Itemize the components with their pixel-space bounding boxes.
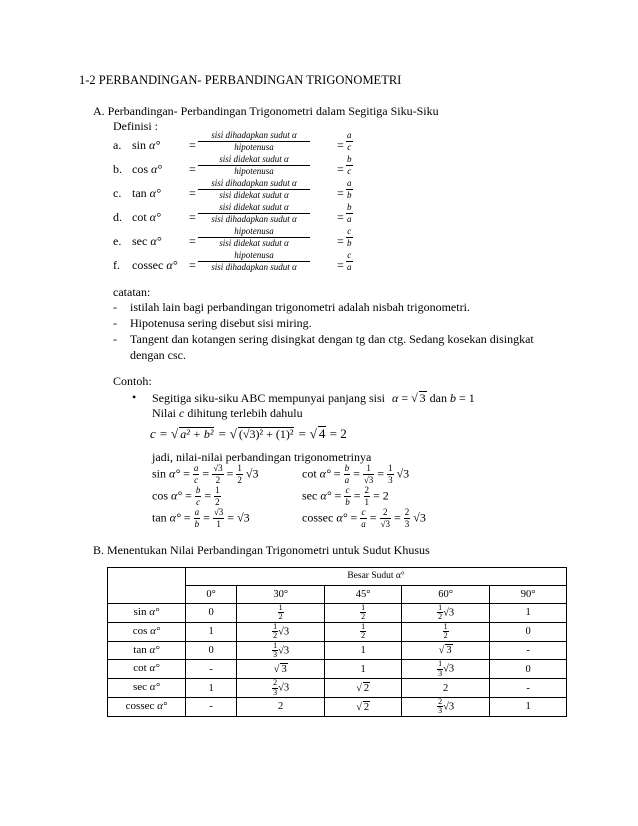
example-tan: tan α° = $\frac{a}{b}$ = $\frac{√3}{1}$ = √3: [152, 507, 250, 529]
table-cell: 1: [325, 660, 402, 679]
definition-ratio: $\frac{c}{a}$: [347, 250, 352, 272]
table-cell: √ 2: [325, 679, 402, 698]
equals-sign: =: [337, 162, 344, 176]
table-group-header: Besar Sudut α°: [186, 568, 567, 586]
table-cell: $\frac{1}{2}$: [325, 622, 402, 641]
special-angles-table: [107, 567, 567, 717]
table-cell: $\frac{1}{2}$: [325, 604, 402, 623]
definition-fraction: $\frac{\text{hipotenusa}}{\text{sisi dihadapkan sudut α}}$: [198, 251, 310, 272]
definition-function: sin α°: [132, 138, 161, 152]
definition-fraction: $\frac{\text{sisi didekat sudut α}}{\text{sisi dihadapkan sudut α}}$: [198, 203, 310, 224]
table-cell: 0: [186, 604, 237, 623]
angle-header: 30°: [237, 586, 325, 604]
table-cell: $\frac{1}{2}$: [402, 622, 490, 641]
angle-header: 45°: [325, 586, 402, 604]
definition-fraction: $\frac{\text{sisi dihadapkan sudut α}}{\text{sisi didekat sudut α}}$: [198, 179, 310, 200]
definition-label: a.: [113, 138, 122, 152]
note-dash: -: [113, 332, 117, 346]
definition-label: c.: [113, 186, 122, 200]
row-function: sec α°: [108, 679, 186, 698]
equals-sign: =: [189, 162, 196, 176]
definition-label: d.: [113, 210, 122, 224]
page-title: 1-2 PERBANDINGAN- PERBANDINGAN TRIGONOMETRI: [79, 73, 402, 87]
definition-function: sec α°: [132, 234, 162, 248]
row-function: sin α°: [108, 604, 186, 623]
table-cell: √ 3: [237, 660, 325, 679]
note-dash: -: [113, 316, 117, 330]
definition-ratio: $\frac{b}{c}$: [347, 154, 352, 176]
table-cell: 1: [325, 641, 402, 660]
table-cell: 2: [237, 697, 325, 716]
note-dash: -: [113, 300, 117, 314]
note-2: Hipotenusa sering disebut sisi miring.: [130, 316, 312, 330]
definition-function: cossec α°: [132, 258, 178, 272]
example-line1-text: Segitiga siku-siku ABC mempunyai panjang sisi: [152, 391, 385, 405]
note-1: istilah lain bagi perbandingan trigonometri adalah nisbah trigonometri.: [130, 300, 470, 314]
definition-fraction: $\frac{\text{sisi didekat sudut α}}{\text{hipotenusa}}$: [198, 155, 310, 176]
equals-sign: =: [189, 210, 196, 224]
example-sin: sin α° = $\frac{a}{c}$ = $\frac{√3}{2}$ = $\frac{1}{2}$ √3: [152, 463, 259, 485]
table-row: [108, 679, 567, 698]
table-cell: 1: [186, 679, 237, 698]
equals-sign: =: [337, 234, 344, 248]
equals-sign: =: [189, 234, 196, 248]
table-row: [108, 641, 567, 660]
note-3: Tangent dan kotangen sering disingkat dengan tg dan ctg. Sedang kosekan disingkat: [130, 332, 534, 346]
equals-sign: =: [189, 186, 196, 200]
table-row: [108, 604, 567, 623]
table-row: [108, 660, 567, 679]
row-function: cossec α°: [108, 697, 186, 716]
equals-sign: =: [337, 210, 344, 224]
definition-function: cot α°: [132, 210, 161, 224]
table-cell: 1: [490, 604, 567, 623]
section-a-heading: A. Perbandingan- Perbandingan Trigonometri dalam Segitiga Siku-Siku: [93, 104, 439, 118]
contoh-label: Contoh:: [113, 374, 152, 388]
table-row: [108, 697, 567, 716]
table-cell: 0: [186, 641, 237, 660]
definition-fraction: $\frac{\text{hipotenusa}}{\text{sisi didekat sudut α}}$: [198, 227, 310, 248]
table-cell: -: [186, 660, 237, 679]
equals-sign: =: [337, 258, 344, 272]
table-cell: $\frac{1}{3}$ √3: [402, 660, 490, 679]
table-cell: 1: [186, 622, 237, 641]
table-cell: 1: [490, 697, 567, 716]
definition-ratio: $\frac{a}{b}$: [347, 178, 352, 200]
definition-fraction: $\frac{\text{sisi dihadapkan sudut α}}{\text{hipotenusa}}$: [198, 131, 310, 152]
table-cell: 2: [402, 679, 490, 698]
example-cossec: cossec α° = $\frac{c}{a}$ = $\frac{2}{√3}$ = $\frac{2}{3}$ √3: [302, 507, 426, 529]
definition-label: e.: [113, 234, 122, 248]
equals-sign: =: [189, 138, 196, 152]
table-cell: $\frac{1}{2}$ √3: [237, 622, 325, 641]
example-line2: Nilai c dihitung terlebih dahulu: [152, 406, 303, 420]
table-cell: $\frac{1}{2}$ √3: [402, 604, 490, 623]
definition-label: b.: [113, 162, 122, 176]
bullet: •: [132, 390, 137, 404]
catatan-label: catatan:: [113, 285, 151, 299]
definition-ratio: $\frac{c}{b}$: [347, 226, 352, 248]
table-cell: $\frac{2}{3}$ √3: [237, 679, 325, 698]
table-cell: $\frac{1}{2}$: [237, 604, 325, 623]
table-corner: [108, 568, 186, 604]
row-function: cos α°: [108, 622, 186, 641]
row-function: cot α°: [108, 660, 186, 679]
table-cell: -: [186, 697, 237, 716]
table-cell: √ 2: [325, 697, 402, 716]
definition-ratio: $\frac{a}{c}$: [347, 130, 352, 152]
row-function: tan α°: [108, 641, 186, 660]
example-cos: cos α° = $\frac{b}{c}$ = $\frac{1}{2}$: [152, 485, 220, 507]
table-row: [108, 622, 567, 641]
table-cell: 0: [490, 622, 567, 641]
definition-function: cos α°: [132, 162, 163, 176]
note-3-cont: dengan csc.: [130, 348, 186, 362]
definition-function: tan α°: [132, 186, 161, 200]
equals-sign: =: [189, 258, 196, 272]
definisi-label: Definisi :: [113, 119, 158, 133]
angle-header: 0°: [186, 586, 237, 604]
table-cell: 0: [490, 660, 567, 679]
equals-sign: =: [337, 186, 344, 200]
table-cell: $\frac{1}{3}$ √3: [237, 641, 325, 660]
example-line1: Segitiga siku-siku ABC mempunyai panjang sisi α = √ 3 dan b = 1: [152, 391, 475, 405]
table-cell: -: [490, 679, 567, 698]
section-b-heading: B. Menentukan Nilai Perbandingan Trigonometri untuk Sudut Khusus: [93, 543, 430, 557]
angle-header: 60°: [402, 586, 490, 604]
example-line3: jadi, nilai-nilai perbandingan trigonometrinya: [152, 450, 372, 464]
definition-ratio: $\frac{b}{a}$: [347, 202, 352, 224]
table-body: [108, 604, 567, 717]
equals-sign: =: [337, 138, 344, 152]
definition-label: f.: [113, 258, 120, 272]
example-cot: cot α° = $\frac{b}{a}$ = $\frac{1}{√3}$ = $\frac{1}{3}$ √3: [302, 463, 410, 485]
table-cell: √ 3: [402, 641, 490, 660]
table-cell: $\frac{2}{3}$ √3: [402, 697, 490, 716]
angle-header: 90°: [490, 586, 567, 604]
equation-c: c = √ a² + b² = √ (√3)² + (1)² = √ 4 = 2: [150, 426, 347, 441]
example-sec: sec α° = $\frac{c}{b}$ = $\frac{2}{1}$ = 2: [302, 485, 389, 507]
table-cell: -: [490, 641, 567, 660]
